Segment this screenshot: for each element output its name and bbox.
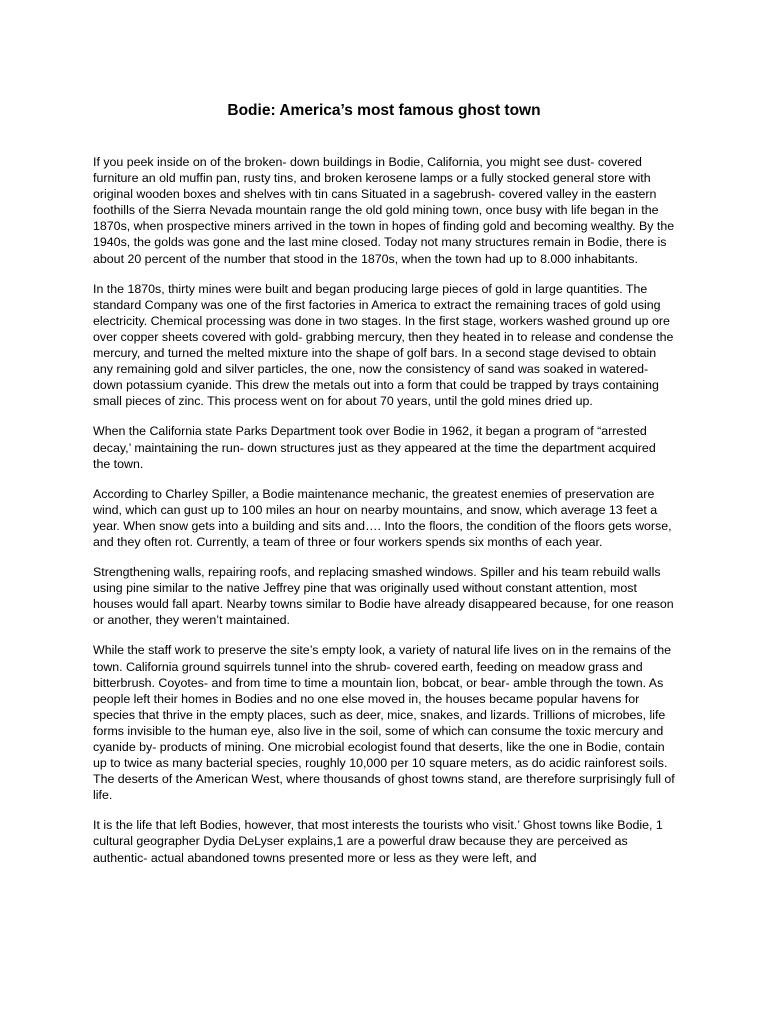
page-title: Bodie: America’s most famous ghost town	[227, 102, 541, 119]
paragraph: It is the life that left Bodies, however, that most interests the tourists who visit.’ Ghost towns like Bodie, 1 cultural geographer Dydia DeLyser explains,1 are a powerful draw because they are perceived as authentic- actual abandoned towns presented more or less as they were left, and	[93, 818, 663, 865]
paragraph: According to Charley Spiller, a Bodie maintenance mechanic, the greatest enemies of preservation are wind, which can gust up to 100 miles an hour on nearby mountains, and snow, which average 13 feet a year. When snow gets into a building and sits and…. Into the floors, the condition of the floors gets worse, and they often rot. Currently, a team of three or four workers spends six months of each year.	[93, 486, 672, 549]
document-body	[93, 154, 675, 880]
paragraph: When the California state Parks Department took over Bodie in 1962, it began a program of “arrested decay,’ maintaining the run- down structures just as they appeared at the time the department acquired the town.	[93, 424, 656, 471]
paragraph: In the 1870s, thirty mines were built and began producing large pieces of gold in large quantities. The standard Company was one of the first factories in America to extract the remaining traces of gold using electricity. Chemical processing was done in two stages. In the first stage, workers washed ground up ore over copper sheets covered with gold- grabbing mercury, then they heated in to release and condense the mercury, and turned the melted mixture into the shape of golf bars. In a second stage devised to obtain any remaining gold and silver particles, the one, now the consistency of sand was soaked in watered- down potassium cyanide. This drew the metals out into a form that could be trapped by trays containing small pieces of zinc. This process went on for about 70 years, until the gold mines dried up.	[93, 281, 674, 409]
paragraph: While the staff work to preserve the site’s empty look, a variety of natural life lives on in the remains of the town. California ground squirrels tunnel into the shrub- covered earth, feeding on meadow grass and bitterbrush. Coyotes- and from time to time a mountain lion, bobcat, or bear- amble through the town. As people left their homes in Bodies and no one else moved in, the houses became popular havens for species that thrive in the empty places, such as deer, mice, snakes, and lizards. Trillions of microbes, life forms invisible to the human eye, also live in the soil, some of which can consume the toxic mercury and cyanide by- products of mining. One microbial ecologist found that deserts, like the one in Bodie, contain up to twice as many bacterial species, roughly 10,000 per 10 square meters, as do acidic rainforest soils. The deserts of the American West, where thousands of ghost towns stand, are therefore surprisingly full of life.	[93, 643, 675, 803]
paragraph: Strengthening walls, repairing roofs, and replacing smashed windows. Spiller and his team rebuild walls using pine similar to the native Jeffrey pine that was originally used without constant attention, most houses would fall apart. Nearby towns similar to Bodie have already disappeared because, for one reason or another, they weren’t maintained.	[93, 565, 674, 628]
paragraph: If you peek inside on of the broken- down buildings in Bodie, California, you might see dust- covered furniture an old muffin pan, rusty tins, and broken kerosene lamps or a fully stocked general store with original wooden boxes and shelves with tin cans Situated in a sagebrush- covered valley in the eastern foothills of the Sierra Nevada mountain range the old gold mining town, once busy with life began in the 1870s, when prospective miners arrived in the town in hopes of finding gold and becoming wealthy. By the 1940s, the golds was gone and the last mine closed. Today not many structures remain in Bodie, there is about 20 percent of the number that stood in the 1870s, when the town had up to 8.000 inhabitants.	[93, 155, 675, 266]
